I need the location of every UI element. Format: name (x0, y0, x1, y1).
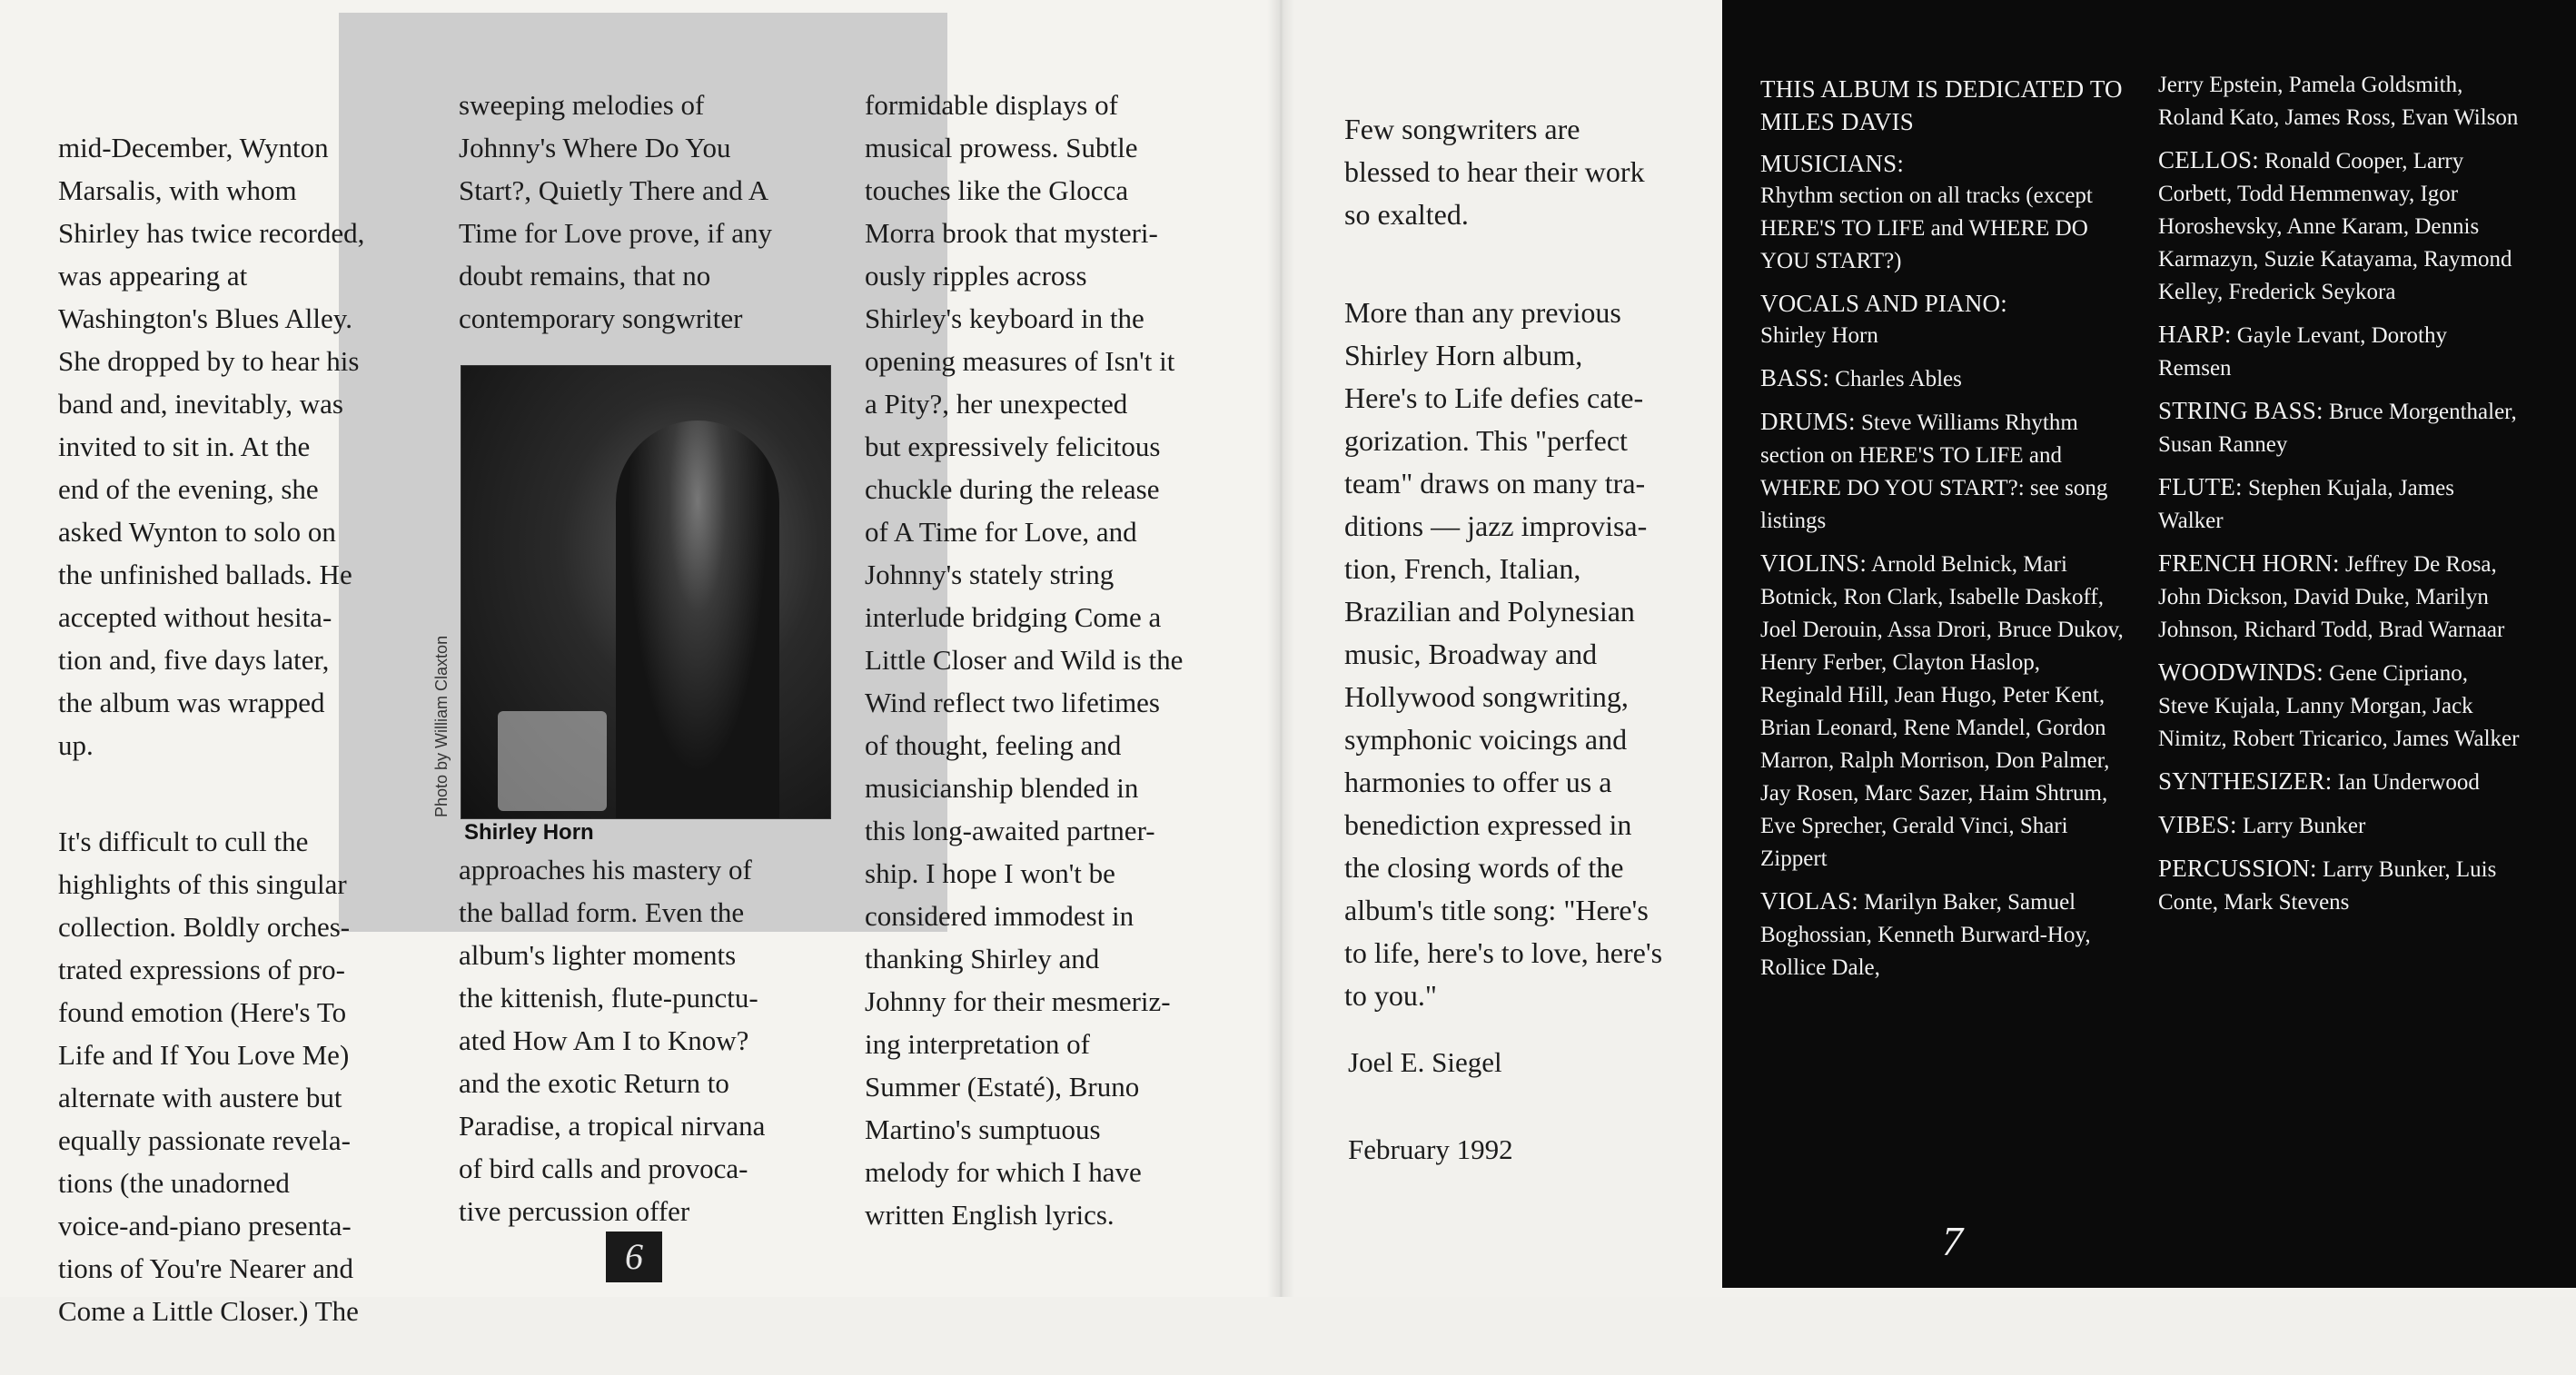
credit-body: Ronald Cooper, Larry Corbett, Todd Hemmenway, Igor Horoshevsky, Anne Karam, Dennis Karmazyn, Suzie Katayama, Raymond Kelley, Frederick Seykora (2158, 149, 2512, 304)
credit-block (2158, 656, 2522, 756)
credit-block (1760, 287, 2124, 352)
paragraph: Few songwriters are blessed to hear their work so exalted. (1344, 113, 1645, 231)
photo-credit: Photo by William Claxton (432, 635, 451, 817)
credit-block (1760, 547, 2124, 875)
credit-body: Jeffrey De Rosa, John Dickson, David Duke, Marilyn Johnson, Richard Todd, Brad Warnaar (2158, 552, 2505, 642)
credit-heading: SYNTHESIZER: (2158, 767, 2333, 795)
left-column-3: formidable displays of musical prowess. Subtle touches like the Glocca Morra brook that mysteri- ously ripples across Shirley's keyboard in the opening measures of Isn't it a Pity?, her unexpected but expressively felicitous chuckle during the release of A Time for Love, and Johnny's stately string interlude bridging Come a Little Closer and Wild is the Wind reflect two lifetimes of thought, feeling and musicianship blended in this long-awaited partner- ship. I hope I won't be considered immodest in thanking Shirley and Johnny for their mesmeriz- ing interpretation of Summer (Estaté), Bruno Martino's sumptuous melody for which I have written English lyrics. (865, 89, 1184, 1231)
signature (1348, 997, 1513, 1215)
credit-body: Rhythm section on all tracks (except HERE'S TO LIFE and WHERE DO YOU START?) (1760, 183, 2093, 273)
credit-heading: WOODWINDS: (2158, 658, 2323, 686)
credit-body: Stephen Kujala, James Walker (2158, 476, 2454, 533)
credit-heading: DRUMS: (1760, 408, 1856, 435)
credits-column-2 (2158, 69, 2522, 928)
credit-heading: MUSICIANS: (1760, 150, 1905, 177)
page-number-left: 6 (606, 1232, 662, 1282)
booklet-gutter (1267, 0, 1294, 1297)
left-column-2-top: sweeping melodies of Johnny's Where Do You Start?, Quietly There and A Time for Love prove, if any doubt remains, that no contemporary songwriter (459, 89, 772, 334)
credit-block (2158, 808, 2522, 843)
credit-heading: HARP: (2158, 321, 2232, 348)
shirley-horn-photo (461, 365, 831, 819)
credit-heading: VIBES: (2158, 811, 2237, 838)
credit-block (1760, 885, 2124, 984)
right-column-1 (1344, 65, 1744, 1060)
credit-block (2158, 470, 2522, 538)
credit-block (1760, 73, 2124, 138)
credit-block (2158, 318, 2522, 385)
credits-column-1 (1760, 73, 2124, 994)
credit-heading: STRING BASS: (2158, 397, 2323, 424)
credit-block (1760, 405, 2124, 538)
credit-heading: CELLOS: (2158, 146, 2259, 173)
credit-block (2158, 143, 2522, 309)
credit-body: Steve Williams Rhythm section on HERE'S TO LIFE and WHERE DO YOU START?: see song listings (1760, 411, 2108, 533)
photo-figure-shape (616, 420, 779, 819)
left-column-1 (58, 84, 440, 1375)
signature-name: Joel E. Siegel (1348, 1046, 1502, 1078)
credit-body: Arnold Belnick, Mari Botnick, Ron Clark, Isabelle Daskoff, Joel Derouin, Assa Drori, Bruce Dukov, Henry Ferber, Clayton Haslop, Reginald Hill, Jean Hugo, Peter Kent, Brian Leonard, Rene Mandel, Gordon Marron, Ralph Morrison, Don Palmer, Jay Rosen, Marc Sazer, Haim Shtrum, Eve Sprecher, Gerald Vinci, Shari Zippert (1760, 552, 2124, 871)
paragraph: More than any previous Shirley Horn album, Here's to Life defies cate- gorization. This "perfect team" draws on many tra- ditions — jazz improvisa- tion, French, Italian, Brazilian and Polynesian music, Broadway and Hollywood songwriting, symphonic voicings and harmonies to offer us a benediction expressed in the closing words of the album's title song: "Here's to life, here's to love, here's to you." (1344, 296, 1663, 1012)
credit-heading: VIOLINS: (1760, 549, 1868, 577)
credit-body: Larry Bunker, Luis Conte, Mark Stevens (2158, 857, 2497, 915)
credit-heading: FRENCH HORN: (2158, 549, 2340, 577)
credit-body: Gayle Levant, Dorothy Remsen (2158, 323, 2447, 381)
credit-body: Ian Underwood (2337, 770, 2480, 795)
credit-block (2158, 69, 2522, 134)
credit-block (1760, 361, 2124, 396)
credit-body: Marilyn Baker, Samuel Boghossian, Kenneth Burward-Hoy, Rollice Dale, (1760, 890, 2091, 980)
credit-block (2158, 547, 2522, 647)
credit-heading: VOCALS AND PIANO: (1760, 290, 2007, 317)
credit-block (2158, 394, 2522, 461)
photo-lamp-shape (498, 711, 607, 811)
credit-block (2158, 765, 2522, 799)
credit-body: Jerry Epstein, Pamela Goldsmith, Roland Kato, James Ross, Evan Wilson (2158, 73, 2519, 130)
credit-body: Charles Ables (1835, 367, 1962, 391)
credit-heading: VIOLAS: (1760, 887, 1858, 915)
credit-heading: PERCUSSION: (2158, 855, 2317, 882)
signature-date: February 1992 (1348, 1133, 1513, 1165)
credit-body: Bruce Morgenthaler, Susan Ranney (2158, 400, 2517, 457)
credit-body: Shirley Horn (1760, 323, 1878, 348)
credit-heading: BASS: (1760, 364, 1830, 391)
photo-caption: Shirley Horn (464, 820, 594, 845)
credit-block (2158, 852, 2522, 919)
paragraph: It's difficult to cull the highlights of this singular collection. Boldly orches- trated expressions of pro- found emotion (Here's To Life and If You Love Me) alternate with austere but equally passionate revela- tions (the unadorned voice-and-piano presenta- tions of You're Nearer and Come a Little Closer.) The (58, 826, 359, 1327)
credit-heading: FLUTE: (2158, 473, 2243, 500)
credit-body: Gene Cipriano, Steve Kujala, Lanny Morgan, Jack Nimitz, Robert Tricarico, James Walker (2158, 661, 2520, 751)
paragraph: mid-December, Wynton Marsalis, with whom Shirley has twice recorded, was appearing at Washington's Blues Alley. She dropped by to hear his band and, inevitably, was invited to sit in. At the end of the evening, she asked Wynton to solo on the unfinished ballads. He accepted without hesita- tion and, five days later, the album was wrapped up. (58, 132, 365, 761)
credit-block (1760, 147, 2124, 278)
credit-heading: THIS ALBUM IS DEDICATED TO MILES DAVIS (1760, 75, 2123, 135)
credit-body: Larry Bunker (2242, 814, 2366, 838)
left-column-2-bottom: approaches his mastery of the ballad form. Even the album's lighter moments the kittenish, flute-punctu- ated How Am I to Know? and the exotic Return to Paradise, a tropical nirvana of bird calls and provoca- tive percussion offer (459, 854, 766, 1227)
page-number-right: 7 (1942, 1218, 1963, 1264)
